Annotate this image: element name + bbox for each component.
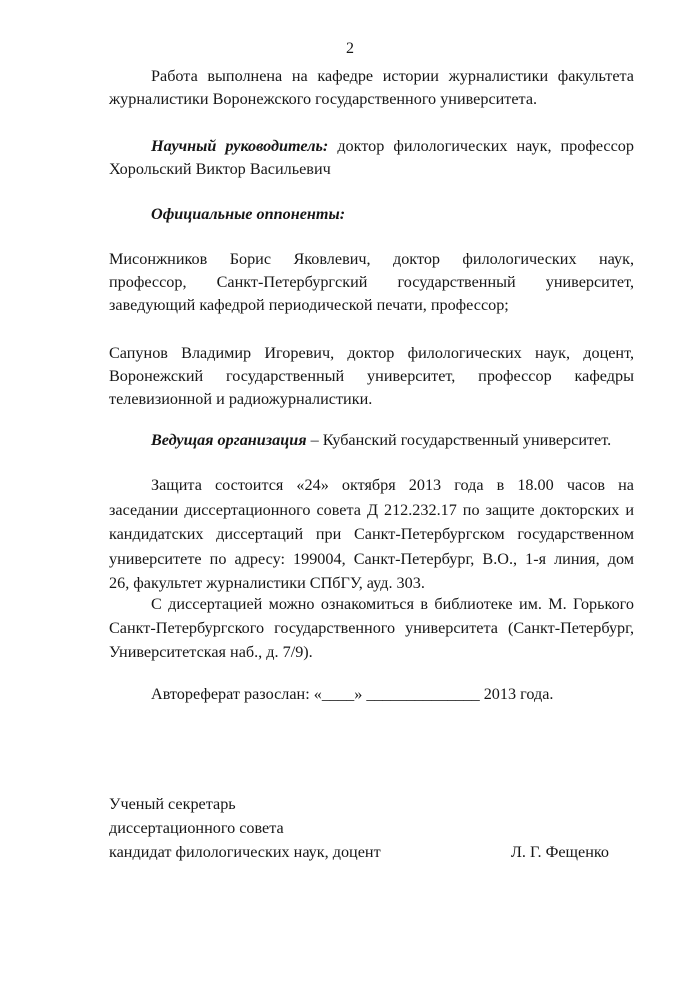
library-line-1: С диссертацией можно ознакомиться в библиотеке им. М. Горького	[151, 595, 634, 613]
dispatch-text: Автореферат разослан: «____» ______________ 2013 года.	[151, 685, 554, 703]
institution-paragraph	[109, 65, 634, 111]
supervisor-line-1	[109, 135, 634, 158]
opponent-1-line-2: профессор, Санкт-Петербургский государственный университет,	[109, 273, 634, 291]
supervisor-label: Научный руководитель:	[151, 137, 329, 155]
signature-role-line-2: диссертационного совета	[109, 819, 284, 837]
opponent-1-line-3: заведующий кафедрой периодической печати, профессор;	[109, 296, 509, 314]
supervisor-title: доктор филологических наук, профессор	[328, 137, 634, 155]
leading-org-paragraph	[109, 429, 634, 452]
opponent-2-line-2: Воронежский государственный университет, профессор кафедры	[109, 367, 634, 385]
leading-org-label: Ведущая организация	[151, 431, 307, 449]
library-line-3: Университетская наб., д. 7/9).	[109, 643, 313, 661]
defense-line-3: кандидатских диссертаций при Санкт-Петербургском государственном	[109, 525, 634, 543]
leading-org-dash: –	[306, 431, 323, 449]
signature-role-line-1: Ученый секретарь	[109, 795, 236, 813]
library-paragraph	[109, 592, 634, 664]
opponent-2-line-3: телевизионной и радиожурналистики.	[109, 390, 373, 408]
institution-line-1: Работа выполнена на кафедре истории журналистики факультета	[151, 67, 634, 85]
defense-line-5: 26, факультет журналистики СПбГУ, ауд. 303.	[109, 574, 425, 592]
dispatch-paragraph	[109, 683, 634, 706]
opponents-heading: Официальные оппоненты:	[151, 205, 346, 223]
supervisor-name: Хорольский Виктор Васильевич	[109, 160, 331, 178]
defense-paragraph	[109, 473, 634, 596]
leading-org-value: Кубанский государственный университет.	[322, 431, 612, 449]
page-number: 2	[346, 40, 354, 57]
opponents-heading-block	[109, 203, 634, 226]
defense-line-1: Защита состоится «24» октября 2013 года в 18.00 часов на	[151, 476, 634, 494]
library-line-2: Санкт-Петербургского государственного университета (Санкт-Петербург,	[109, 619, 634, 637]
signature-degree: кандидат филологических наук, доцент	[109, 843, 381, 861]
defense-line-2: заседании диссертационного совета Д 212.232.17 по защите докторских и	[109, 500, 634, 519]
signature-row	[109, 840, 609, 864]
opponent-2-line-1: Сапунов Владимир Игоревич, доктор филологических наук, доцент,	[109, 344, 634, 362]
opponent-1-line-1: Мисонжников Борис Яковлевич, доктор филологических наук,	[109, 250, 634, 268]
signature-block	[109, 792, 634, 864]
opponent-1	[109, 248, 634, 317]
defense-line-4: университете по адресу: 199004, Санкт-Петербург, В.О., 1-я линия, дом	[109, 549, 634, 568]
institution-line-2: журналистики Воронежского государственного университета.	[109, 90, 538, 108]
supervisor-paragraph	[109, 135, 634, 181]
signature-name: Л. Г. Фещенко	[510, 843, 609, 861]
opponent-2	[109, 342, 634, 411]
